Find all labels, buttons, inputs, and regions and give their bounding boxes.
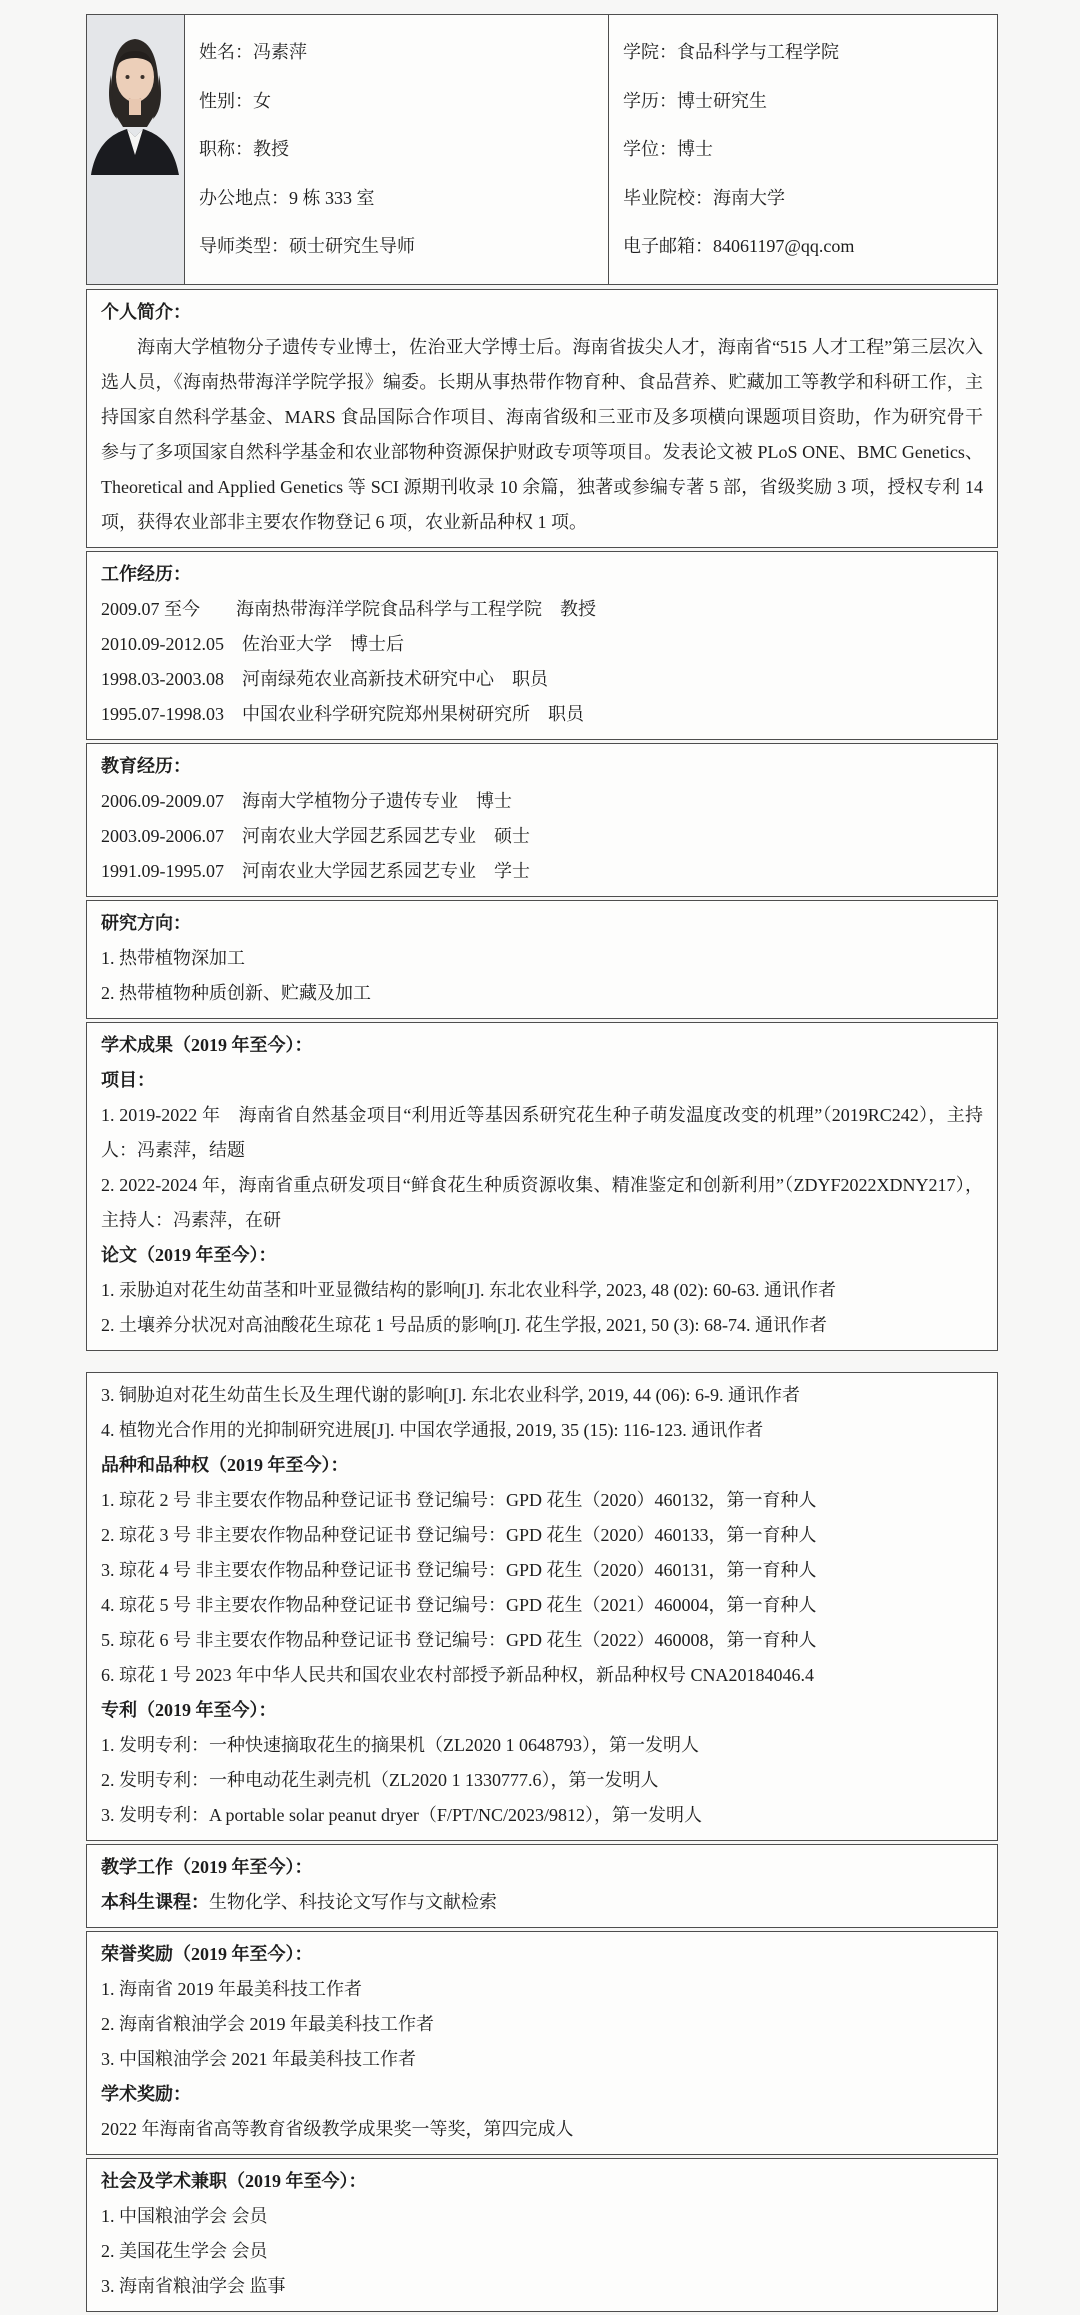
subsection-heading-projects: 项目： [101, 1069, 155, 1090]
faculty-profile-document [86, 0, 998, 2312]
field-supervisor-type [185, 231, 608, 262]
honor-item: 3. 中国粮油学会 2021 年最美科技工作者 [101, 2048, 416, 2069]
section-achievements-continued [86, 1372, 998, 1841]
field-label: 办公地点： [199, 187, 289, 208]
variety-item: 4. 琼花 5 号 非主要农作物品种登记证书 登记编号：GPD 花生（2021）460004，第一育种人 [101, 1594, 817, 1615]
profile-paragraph: 海南大学植物分子遗传专业博士，佐治亚大学博士后。海南省拔尖人才，海南省“515 人才工程”第三层次入选人员，《海南热带海洋学院学报》编委。长期从事热带作物育种、食品营养、贮藏加工等教学和科研工作，主持国家自然科学基金、MARS 食品国际合作项目、海南省级和三亚市及多项横向课题项目资助，作为研究骨干参与了多项国家自然科学基金和农业部物种资源保护财政专项等项目。发表论文被 PLoS ONE、BMC Genetics、Theoretical and Applied Genetics 等 SCI 源期刊收录 10 余篇，独著或参编专著 5 部，省级奖励 3 项，授权专利 14 项，获得农业部非主要农作物登记 6 项，农业新品种权 1 项。 [101, 336, 983, 532]
course-line [101, 1885, 983, 1920]
field-value: 84061197@qq.com [713, 236, 855, 256]
project-item: 1. 2019-2022 年 海南省自然基金项目“利用近等基因系研究花生种子萌发温度改变的机理”（2019RC242），主持人：冯素萍，结题 [101, 1104, 983, 1160]
header-right-column [609, 15, 997, 284]
field-label: 性别： [199, 90, 253, 111]
honor-item: 1. 海南省 2019 年最美科技工作者 [101, 1978, 362, 1999]
education-item: 2003.09-2006.07 河南农业大学园艺系园艺专业 硕士 [101, 825, 530, 846]
field-office [185, 183, 608, 214]
variety-item: 1. 琼花 2 号 非主要农作物品种登记证书 登记编号：GPD 花生（2020）460132，第一育种人 [101, 1489, 817, 1510]
variety-item: 2. 琼花 3 号 非主要农作物品种登记证书 登记编号：GPD 花生（2020）460133，第一育种人 [101, 1524, 817, 1545]
field-label: 姓名： [199, 42, 253, 62]
work-item: 2009.07 至今 海南热带海洋学院食品科学与工程学院 教授 [101, 598, 596, 619]
research-item: 2. 热带植物种质创新、贮藏及加工 [101, 982, 371, 1003]
field-label: 学院： [623, 42, 677, 62]
field-email [609, 231, 997, 262]
section-heading: 教学工作（2019 年至今）： [101, 1856, 313, 1877]
field-value: 海南大学 [713, 187, 785, 208]
subsection-heading-patents: 专利（2019 年至今）： [101, 1699, 277, 1720]
portrait-photo-graphic [87, 15, 184, 175]
paper-item: 1. 汞胁迫对花生幼苗茎和叶亚显微结构的影响[J]. 东北农业科学, 2023, 48 (02): 60-63. 通讯作者 [101, 1279, 836, 1300]
paper-item: 4. 植物光合作用的光抑制研究进展[J]. 中国农学通报, 2019, 35 (15): 116-123. 通讯作者 [101, 1419, 764, 1440]
variety-item: 6. 琼花 1 号 2023 年中华人民共和国农业农村部授予新品种权，新品种权号 CNA20184046.4 [101, 1664, 815, 1685]
section-academic-achievements [86, 1022, 998, 1351]
section-heading: 个人简介： [101, 301, 191, 322]
section-work-experience [86, 551, 998, 740]
field-value: 女 [253, 90, 271, 111]
patent-item: 2. 发明专利：一种电动花生剥壳机（ZL2020 1 1330777.6），第一发明人 [101, 1769, 659, 1790]
field-label: 职称： [199, 139, 253, 159]
field-graduated-from [609, 183, 997, 214]
header-info-table [86, 14, 998, 285]
field-name [185, 37, 608, 68]
course-value: 生物化学、科技论文写作与文献检索 [209, 1891, 497, 1912]
field-value: 博士 [677, 139, 713, 159]
subsection-heading-academic-awards: 学术奖励： [101, 2083, 191, 2104]
field-education-level [609, 86, 997, 117]
field-title [185, 134, 608, 165]
variety-item: 5. 琼花 6 号 非主要农作物品种登记证书 登记编号：GPD 花生（2022）460008，第一育种人 [101, 1629, 817, 1650]
variety-item: 3. 琼花 4 号 非主要农作物品种登记证书 登记编号：GPD 花生（2020）460131，第一育种人 [101, 1559, 817, 1580]
field-label: 毕业院校： [623, 187, 713, 208]
subsection-heading-varieties: 品种和品种权（2019 年至今）： [101, 1454, 349, 1475]
section-heading: 荣誉奖励（2019 年至今）： [101, 1943, 313, 1964]
membership-item: 3. 海南省粮油学会 监事 [101, 2275, 286, 2296]
field-value: 博士研究生 [677, 90, 767, 111]
paper-item: 3. 铜胁迫对花生幼苗生长及生理代谢的影响[J]. 东北农业科学, 2019, 44 (06): 6-9. 通讯作者 [101, 1384, 800, 1405]
section-profile [86, 289, 998, 548]
patent-item: 3. 发明专利：A portable solar peanut dryer（F/PT/NC/2023/9812），第一发明人 [101, 1804, 702, 1825]
education-item: 1991.09-1995.07 河南农业大学园艺系园艺专业 学士 [101, 860, 530, 881]
section-heading: 工作经历： [101, 563, 191, 584]
section-heading: 社会及学术兼职（2019 年至今）： [101, 2170, 367, 2191]
academic-award-item: 2022 年海南省高等教育省级教学成果奖一等奖，第四完成人 [101, 2118, 574, 2139]
section-research-directions [86, 900, 998, 1019]
section-education [86, 743, 998, 897]
field-value: 食品科学与工程学院 [677, 42, 839, 62]
membership-item: 2. 美国花生学会 会员 [101, 2240, 268, 2261]
course-label: 本科生课程： [101, 1891, 209, 1912]
section-teaching [86, 1844, 998, 1928]
field-value: 冯素萍 [253, 42, 307, 62]
honor-item: 2. 海南省粮油学会 2019 年最美科技工作者 [101, 2013, 434, 2034]
field-value: 教授 [253, 139, 289, 159]
page-break-gap [86, 1354, 998, 1372]
field-value: 硕士研究生导师 [289, 236, 415, 256]
header-left-column [185, 15, 609, 284]
subsection-heading-papers: 论文（2019 年至今）： [101, 1244, 277, 1265]
section-heading: 研究方向： [101, 912, 191, 933]
work-item: 1995.07-1998.03 中国农业科学研究院郑州果树研究所 职员 [101, 703, 584, 724]
section-honors [86, 1931, 998, 2155]
field-label: 学历： [623, 90, 677, 111]
field-degree [609, 134, 997, 165]
work-item: 1998.03-2003.08 河南绿苑农业高新技术研究中心 职员 [101, 668, 548, 689]
field-label: 电子邮箱： [623, 236, 713, 256]
patent-item: 1. 发明专利：一种快速摘取花生的摘果机（ZL2020 1 0648793），第一发明人 [101, 1734, 699, 1755]
field-label: 导师类型： [199, 236, 289, 256]
field-label: 学位： [623, 139, 677, 159]
section-heading: 教育经历： [101, 755, 191, 776]
research-item: 1. 热带植物深加工 [101, 947, 245, 968]
education-item: 2006.09-2009.07 海南大学植物分子遗传专业 博士 [101, 790, 512, 811]
paper-item: 2. 土壤养分状况对高油酸花生琼花 1 号品质的影响[J]. 花生学报, 2021, 50 (3): 68-74. 通讯作者 [101, 1314, 827, 1335]
work-item: 2010.09-2012.05 佐治亚大学 博士后 [101, 633, 404, 654]
field-value: 9 栋 333 室 [289, 187, 375, 208]
field-college [609, 37, 997, 68]
profile-photo [87, 15, 185, 284]
membership-item: 1. 中国粮油学会 会员 [101, 2205, 268, 2226]
field-gender [185, 86, 608, 117]
section-memberships [86, 2158, 998, 2312]
section-heading: 学术成果（2019 年至今）： [101, 1034, 313, 1055]
project-item: 2. 2022-2024 年，海南省重点研发项目“鲜食花生种质资源收集、精准鉴定和创新利用”（ZDYF2022XDNY217），主持人：冯素萍，在研 [101, 1174, 983, 1230]
